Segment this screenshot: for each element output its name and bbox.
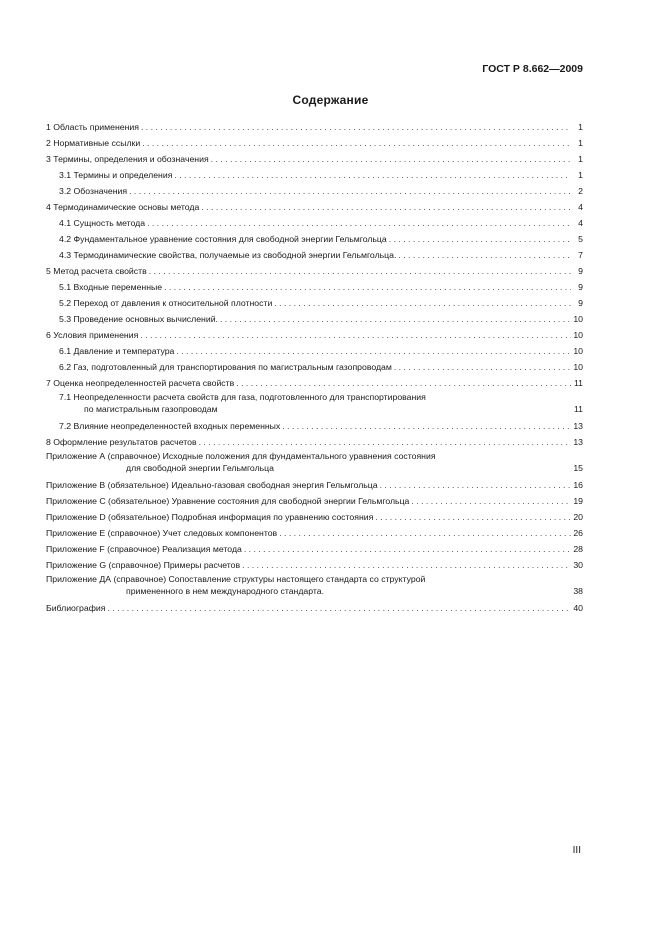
- toc-page-number: 16: [573, 480, 583, 490]
- toc-entry-label-continued: по магистральным газопроводам: [84, 404, 218, 414]
- toc-entry[interactable]: [46, 509, 583, 525]
- toc-entry[interactable]: [46, 525, 583, 541]
- toc-page-number: 5: [578, 234, 583, 244]
- toc-page-number: 1: [578, 154, 583, 164]
- toc-entry[interactable]: [46, 359, 583, 375]
- toc-entry[interactable]: [46, 231, 583, 247]
- toc-entry[interactable]: [46, 199, 583, 215]
- toc-entry-continuation[interactable]: [46, 403, 583, 416]
- dot-leader: [394, 359, 571, 375]
- toc-page-number: 9: [578, 298, 583, 308]
- page-title: Содержание: [292, 93, 369, 107]
- dot-leader: [211, 151, 571, 167]
- toc-entry[interactable]: [46, 573, 583, 585]
- toc-entry-label: 6.1 Давление и температура: [59, 346, 175, 356]
- toc-entry-label: 5 Метод расчета свойств: [46, 266, 147, 276]
- toc-entry[interactable]: [46, 247, 583, 263]
- dot-leader: [282, 418, 571, 434]
- toc-entry[interactable]: [46, 450, 583, 462]
- toc-entry-label: Приложение ДА (справочное) Сопоставление структуры настоящего стандарта со структурой: [46, 574, 426, 584]
- toc-entry-label: Приложение В (обязательное) Идеально-газовая свободная энергия Гельмгольца: [46, 480, 378, 490]
- toc-entry[interactable]: [46, 135, 583, 151]
- toc-page-number: 30: [573, 560, 583, 570]
- toc-page-number: 26: [573, 528, 583, 538]
- dot-leader: [164, 279, 571, 295]
- toc-entry-label: 4.1 Сущность метода: [59, 218, 146, 228]
- toc-entry[interactable]: [46, 375, 583, 391]
- toc-entry-label: 4.3 Термодинамические свойства, получаемые из свободной энергии Гельмгольца.: [59, 250, 397, 260]
- toc-entry[interactable]: [46, 557, 583, 573]
- toc-page-number: 1: [578, 170, 583, 180]
- dot-leader: [147, 215, 571, 231]
- toc-entry-label: Приложение D (обязательное) Подробная информация по уравнению состояния: [46, 512, 374, 522]
- toc-entry-label: 5.2 Переход от давления к относительной плотности: [59, 298, 273, 308]
- toc-entry-label: 4.2 Фундаментальное уравнение состояния для свободной энергии Гельмгольца: [59, 234, 387, 244]
- toc-page-number: 10: [573, 314, 583, 324]
- document-code: ГОСТ Р 8.662—2009: [482, 63, 583, 75]
- toc-page-number: 1: [578, 138, 583, 148]
- toc-entry-label: Библиография: [46, 603, 106, 613]
- toc-entry-label: 5.3 Проведение основных вычислений.: [59, 314, 218, 324]
- toc-entry-label: 3 Термины, определения и обозначения: [46, 154, 209, 164]
- page-number: III: [572, 845, 581, 856]
- toc-page-number: 10: [573, 330, 583, 340]
- toc-entry[interactable]: [46, 493, 583, 509]
- dot-leader: [279, 525, 571, 541]
- toc-entry[interactable]: [46, 541, 583, 557]
- dot-leader: [274, 295, 571, 311]
- dot-leader: [129, 183, 571, 199]
- table-of-contents: [46, 119, 583, 616]
- toc-entry-label: Приложение А (справочное) Исходные положения для фундаментального уравнения состояния: [46, 451, 436, 461]
- toc-entry-label: 7.2 Влияние неопределенностей входных переменных: [59, 421, 281, 431]
- dot-leader: [411, 493, 571, 509]
- toc-page-number: 4: [578, 202, 583, 212]
- dot-leader: [389, 231, 571, 247]
- toc-entry[interactable]: [46, 151, 583, 167]
- dot-leader: [398, 247, 571, 263]
- toc-entry[interactable]: [46, 167, 583, 183]
- toc-page-number: 19: [573, 496, 583, 506]
- toc-entry[interactable]: [46, 600, 583, 616]
- dot-leader: [149, 263, 571, 279]
- toc-page-number: 4: [578, 218, 583, 228]
- toc-entry-label: 2 Нормативные ссылки: [46, 138, 141, 148]
- toc-entry-label-continued: примененного в нем международного стандарта.: [126, 586, 324, 596]
- toc-entry[interactable]: [46, 295, 583, 311]
- toc-page-number: 2: [578, 186, 583, 196]
- toc-entry[interactable]: [46, 327, 583, 343]
- toc-entry[interactable]: [46, 343, 583, 359]
- dot-leader: [201, 199, 571, 215]
- dot-leader: [176, 343, 571, 359]
- toc-entry[interactable]: [46, 477, 583, 493]
- toc-entry-label-continued: для свободной энергии Гельмгольца: [126, 463, 274, 473]
- toc-entry[interactable]: [46, 391, 583, 403]
- dot-leader: [244, 541, 571, 557]
- toc-entry-label: 3.2 Обозначения: [59, 186, 128, 196]
- toc-entry[interactable]: [46, 418, 583, 434]
- dot-leader: [140, 327, 571, 343]
- toc-entry-label: 8 Оформление результатов расчетов: [46, 437, 197, 447]
- dot-leader: [380, 477, 571, 493]
- toc-page-number: 13: [573, 421, 583, 431]
- toc-entry-label: 5.1 Входные переменные: [59, 282, 163, 292]
- toc-entry[interactable]: [46, 263, 583, 279]
- toc-entry-label: 4 Термодинамические основы метода: [46, 202, 200, 212]
- toc-entry-label: 1 Область применения: [46, 122, 139, 132]
- toc-entry[interactable]: [46, 279, 583, 295]
- dot-leader: [107, 600, 571, 616]
- toc-entry-label: Приложение G (справочное) Примеры расчетов: [46, 560, 241, 570]
- toc-entry-label: Приложение Е (справочное) Учет следовых компонентов: [46, 528, 278, 538]
- toc-entry[interactable]: [46, 183, 583, 199]
- toc-page-number: 10: [573, 362, 583, 372]
- toc-page-number: 40: [573, 603, 583, 613]
- dot-leader: [220, 311, 571, 327]
- dot-leader: [142, 135, 571, 151]
- toc-entry-continuation[interactable]: [46, 585, 583, 598]
- toc-page-number: 13: [573, 437, 583, 447]
- toc-page-number: 1: [578, 122, 583, 132]
- toc-entry-continuation[interactable]: [46, 462, 583, 475]
- toc-entry-label: 3.1 Термины и определения: [59, 170, 173, 180]
- toc-entry-label: 6.2 Газ, подготовленный для транспортирования по магистральным газопроводам: [59, 362, 392, 372]
- toc-page-number: 9: [578, 282, 583, 292]
- dot-leader: [242, 557, 571, 573]
- dot-leader: [174, 167, 571, 183]
- toc-entry-label: Приложение F (справочное) Реализация метода: [46, 544, 242, 554]
- dot-leader: [375, 509, 571, 525]
- toc-entry[interactable]: [46, 434, 583, 450]
- toc-entry[interactable]: [46, 215, 583, 231]
- toc-entry[interactable]: [46, 311, 583, 327]
- dot-leader: [236, 375, 571, 391]
- toc-page-number: 11: [573, 404, 583, 414]
- toc-page-number: 38: [573, 586, 583, 596]
- toc-page-number: 15: [573, 463, 583, 473]
- toc-page-number: 28: [573, 544, 583, 554]
- dot-leader: [199, 434, 571, 450]
- toc-entry-label: Приложение С (обязательное) Уравнение состояния для свободной энергии Гельмгольца: [46, 496, 410, 506]
- toc-entry[interactable]: [46, 119, 583, 135]
- dot-leader: [141, 119, 571, 135]
- toc-page-number: 20: [573, 512, 583, 522]
- toc-entry-label: 6 Условия применения: [46, 330, 139, 340]
- toc-page-number: 10: [573, 346, 583, 356]
- toc-page-number: 11: [573, 378, 583, 388]
- toc-page-number: 9: [578, 266, 583, 276]
- toc-entry-label: 7 Оценка неопределенностей расчета свойств: [46, 378, 235, 388]
- toc-entry-label: 7.1 Неопределенности расчета свойств для газа, подготовленного для транспортирования: [59, 392, 426, 402]
- toc-page-number: 7: [578, 250, 583, 260]
